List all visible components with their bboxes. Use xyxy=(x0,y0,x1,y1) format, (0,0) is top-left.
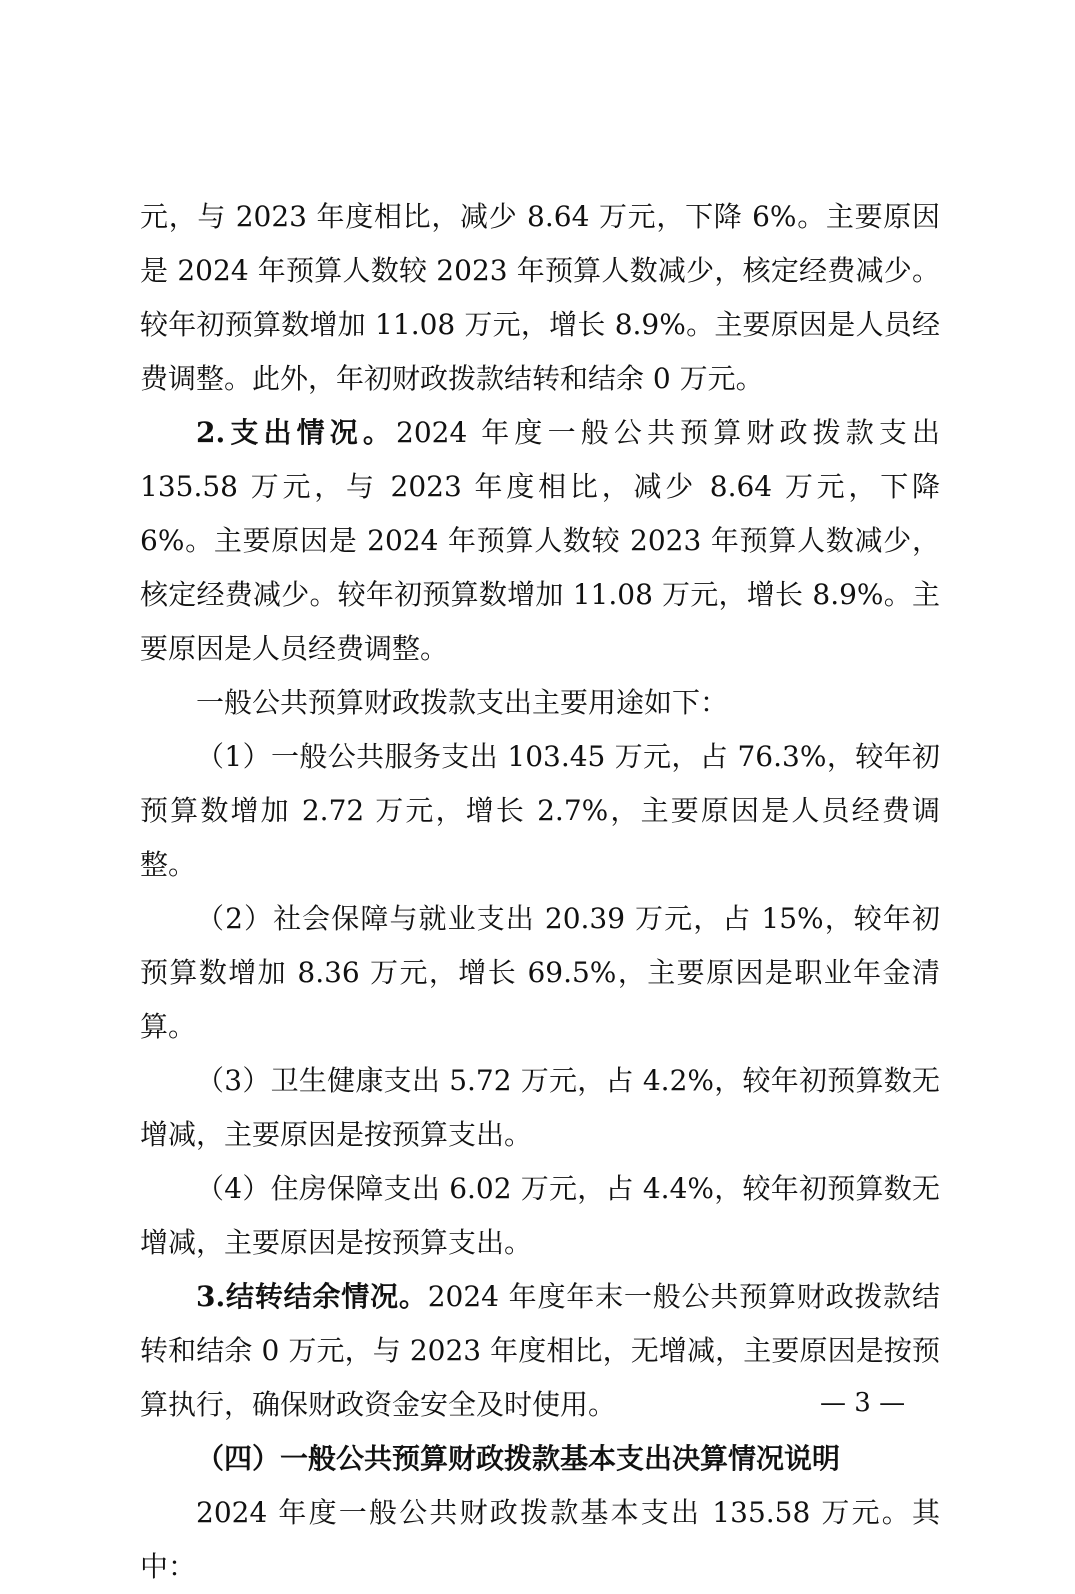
section-heading-basic-expenditure: （四）一般公共预算财政拨款基本支出决算情况说明 xyxy=(196,1442,841,1475)
list-item-public-services: （1）一般公共服务支出 103.45 万元，占 76.3%，较年初预算数增加 2.72 万元，增长 2.7%，主要原因是人员经费调整。 xyxy=(140,740,940,881)
document-page xyxy=(140,190,940,1594)
page-number: — 3 — xyxy=(820,1388,906,1418)
paragraph-basic-expenditure: 2024 年度一般公共财政拨款基本支出 135.58 万元。其中： xyxy=(140,1496,940,1583)
list-item-housing: （4）住房保障支出 6.02 万元，占 4.4%，较年初预算数无增减，主要原因是按预算支出。 xyxy=(140,1172,940,1259)
paragraph-funding-income: 元，与 2023 年度相比，减少 8.64 万元，下降 6%。主要原因是 2024 年预算人数较 2023 年预算人数减少，核定经费减少。较年初预算数增加 11.08 万元，增长 8.9%。主要原因是人员经费调整。此外，年初财政拨款结转和结余 0 万元。 xyxy=(140,200,940,395)
expenditure-heading: 2.支出情况。 xyxy=(196,416,397,449)
paragraph-usage-intro: 一般公共预算财政拨款支出主要用途如下： xyxy=(196,686,729,719)
expenditure-body: 2024 年度一般公共预算财政拨款支出 135.58 万元，与 2023 年度相比，减少 8.64 万元，下降 6%。主要原因是 2024 年预算人数较 2023 年预算人数减少，核定经费减少。较年初预算数增加 11.08 万元，增长 8.9%。主要原因是人员经费调整。 xyxy=(140,416,940,665)
list-item-social-security: （2）社会保障与就业支出 20.39 万元，占 15%，较年初预算数增加 8.36 万元，增长 69.5%，主要原因是职业年金清算。 xyxy=(140,902,940,1043)
paragraph-expenditure xyxy=(140,406,940,676)
carryover-body: 2024 年度年末一般公共预算财政拨款结转和结余 0 万元，与 2023 年度相比，无增减，主要原因是按预算执行，确保财政资金安全及时使用。 xyxy=(140,1280,940,1421)
list-item-health: （3）卫生健康支出 5.72 万元，占 4.2%，较年初预算数无增减，主要原因是按预算支出。 xyxy=(140,1064,940,1151)
carryover-heading: 3.结转结余情况。 xyxy=(196,1280,428,1313)
